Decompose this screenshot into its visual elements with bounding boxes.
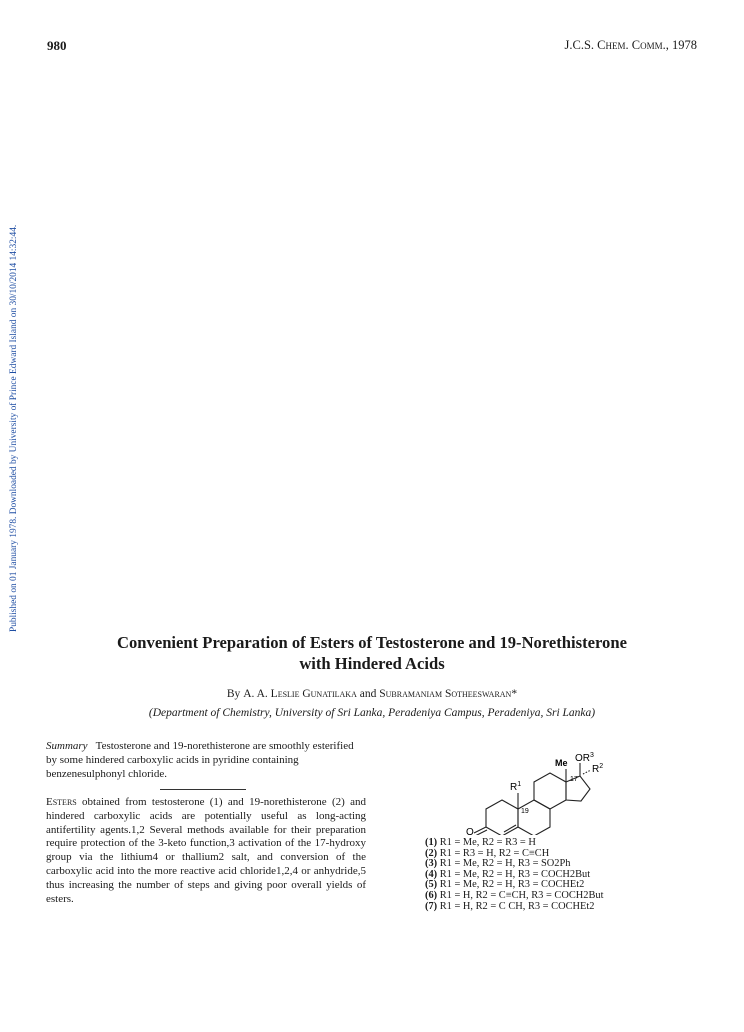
article-title: [40, 632, 704, 674]
body-text: [46, 796, 366, 906]
section-rule: [160, 789, 246, 790]
compound-list: [425, 838, 685, 912]
page-number: 980: [47, 38, 67, 53]
summary: [46, 740, 366, 781]
byline-by: By: [226, 688, 241, 700]
compound-row: (4) R1 = Me, R2 = H, R3 = COCH2But: [425, 868, 591, 880]
byline: [40, 688, 704, 700]
label-r1: $R^1$: [510, 781, 522, 793]
title-line-1: Convenient Preparation of Esters of Testosterone and 19-Norethisterone: [117, 633, 627, 652]
label-o: O: [466, 827, 474, 835]
label-19: 19: [521, 808, 529, 815]
compound-row: (6) R1 = H, R2 = C≡CH, R3 = COCH2But: [425, 889, 604, 901]
author-1: A. A. Leslie Gunatilaka: [243, 688, 357, 700]
body-paragraph: obtained from testosterone (1) and 19-norethisterone (2) and hindered carboxylic acids are potentially useful as long-acting antifertility agents.1,2 Several methods available for their preparation require protection of the 3-keto function,3 activation of the 17-hydroxy group via the lithium4 or thallium2 salt, and conversion of the carboxylic acid into the more reactive acid chloride1,2,4 or anhydride,5 thus increasing the number of steps and giving poor overall yields of esters.: [46, 796, 366, 905]
author-2: Subramaniam Sotheeswaran*: [379, 688, 518, 700]
compound-row: (5) R1 = Me, R2 = H, R3 = COCHEt2: [425, 879, 585, 891]
compound-row: (7) R1 = H, R2 = C CH, R3 = COCHEt2: [425, 900, 595, 912]
summary-text: Testosterone and 19-norethisterone are smoothly esterified by some hindered carboxylic acids in pyridine containing benzenesulphonyl chloride.: [46, 740, 354, 780]
compound-row: (1) R1 = Me, R2 = R3 = H: [425, 837, 536, 848]
compound-row: (2) R1 = R3 = H, R2 = C≡CH: [425, 847, 550, 859]
label-17: 17: [570, 776, 578, 783]
label-me: Me: [555, 758, 568, 768]
label-r2: $R^2$: [592, 763, 604, 775]
byline-and: and: [359, 688, 377, 700]
body-lead: Esters: [46, 796, 77, 808]
label-or3: $OR^3$: [575, 752, 594, 764]
title-line-2: with Hindered Acids: [299, 654, 445, 673]
download-notice[interactable]: Published on 01 January 1978. Downloaded by University of Prince Edward Island on 30/10/2014 14:32:44.: [9, 224, 19, 632]
steroid-structure: [425, 743, 615, 835]
affiliation: (Department of Chemistry, University of Sri Lanka, Peradeniya Campus, Peradeniya, Sri Lanka): [148, 707, 596, 719]
summary-label: Summary: [46, 740, 88, 752]
ring-c: [534, 773, 566, 809]
running-head: J.C.S. Chem. Comm., 1978: [564, 38, 697, 52]
ring-a: [486, 800, 518, 835]
compound-row: (3) R1 = Me, R2 = H, R3 = SO2Ph: [425, 858, 571, 870]
ring-b: [518, 800, 550, 835]
